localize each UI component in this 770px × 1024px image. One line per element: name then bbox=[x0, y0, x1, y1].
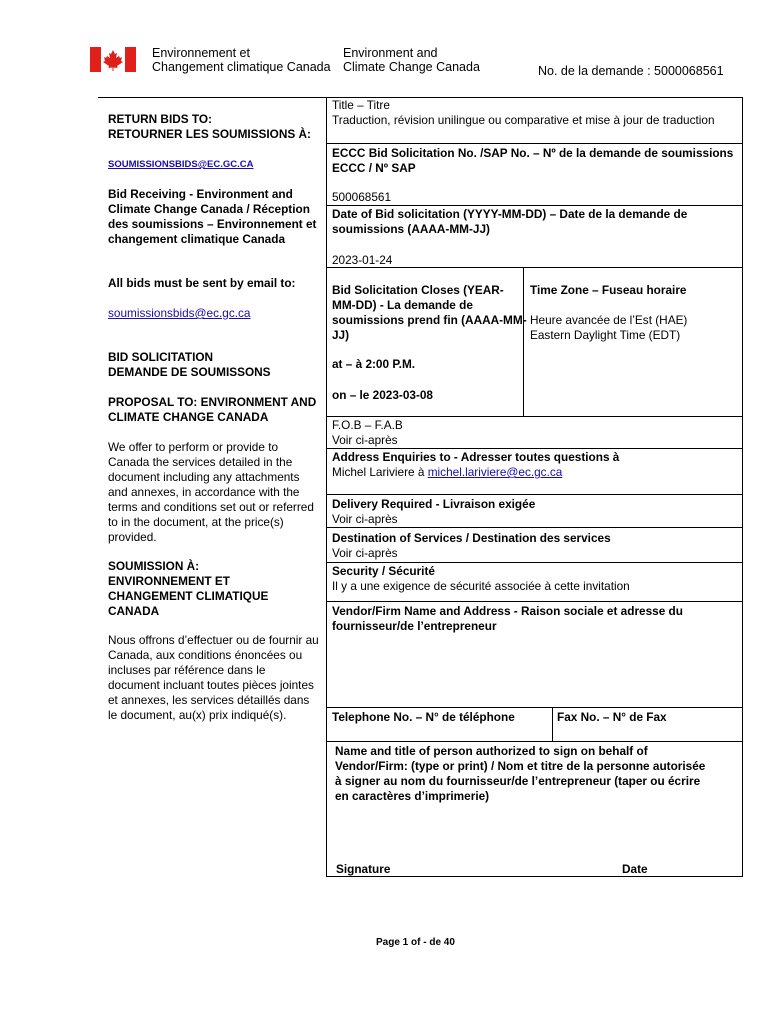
security-label: Security / Sécurité bbox=[332, 564, 435, 578]
divider bbox=[327, 707, 742, 708]
signature-label: Signature bbox=[336, 862, 391, 876]
divider bbox=[327, 267, 742, 268]
offer-text-fr: Nous offrons d’effectuer ou de fournir au Canada, aux conditions énoncées ou incluses par référence dans le document incluant toutes pièces jointes et annexes, les services détaillés dans le document, au(x) prix indiqué(s). bbox=[108, 633, 319, 722]
fob-value: Voir ci-après bbox=[332, 433, 398, 447]
divider bbox=[327, 527, 742, 528]
fob-label: F.O.B – F.A.B bbox=[332, 418, 403, 432]
divider bbox=[327, 494, 742, 495]
destination-label: Destination of Services / Destination des services bbox=[332, 531, 611, 545]
bid-solicitation-heading: BID SOLICITATION DEMANDE DE SOUMISSONS bbox=[108, 350, 271, 379]
divider bbox=[327, 601, 742, 602]
proposal-to-heading: PROPOSAL TO: ENVIRONMENT AND CLIMATE CHANGE CANADA bbox=[108, 395, 317, 424]
enquiries-label: Address Enquiries to - Adresser toutes questions à bbox=[332, 450, 620, 464]
dept-name-en: Environment and Climate Change Canada bbox=[343, 46, 480, 74]
page-number: Page 1 of - de 40 bbox=[376, 937, 455, 948]
dept-name-fr: Environnement et Changement climatique Canada bbox=[152, 46, 331, 74]
divider bbox=[327, 143, 742, 144]
security-cell bbox=[327, 564, 742, 594]
bids-email-link[interactable]: soumissionsbids@ec.gc.ca bbox=[108, 306, 251, 320]
title-label: Title – Titre bbox=[332, 98, 390, 112]
fax-label: Fax No. – N° de Fax bbox=[557, 710, 667, 724]
solicitation-number-label: ECCC Bid Solicitation No. /SAP No. – Nº de la demande de soumissions ECCC / Nº SAP bbox=[332, 146, 734, 175]
enquiries-contact bbox=[332, 465, 742, 480]
divider bbox=[327, 448, 742, 449]
divider bbox=[327, 741, 742, 742]
solicitation-date-label: Date of Bid solicitation (YYYY-MM-DD) – Date de la demande de soumissions (AAAA-MM-JJ) bbox=[332, 207, 688, 236]
signature-date-label: Date bbox=[622, 862, 648, 876]
divider bbox=[552, 707, 553, 741]
divider bbox=[523, 268, 524, 416]
enquiries-cell bbox=[327, 450, 742, 480]
return-bids-heading: RETURN BIDS TO: RETOURNER LES SOUMISSIONS À: bbox=[108, 112, 311, 141]
frame-right-line bbox=[742, 97, 743, 876]
request-number: No. de la demande : 5000068561 bbox=[538, 64, 724, 78]
security-value: Il y a une exigence de sécurité associée à cette invitation bbox=[332, 579, 630, 593]
enquiries-email-link[interactable]: michel.lariviere@ec.gc.ca bbox=[427, 465, 563, 479]
divider bbox=[327, 205, 742, 206]
divider bbox=[327, 416, 742, 417]
authorized-person-label: Name and title of person authorized to sign on behalf of Vendor/Firm: (type or print) / Nom et titre de la personne autorisée à signer au nom du fournisseur/de l’entrepreneur (taper ou écrire en caractères d’imprimerie) bbox=[335, 744, 706, 803]
destination-cell bbox=[327, 531, 742, 561]
timezone-label: Time Zone – Fuseau horaire bbox=[530, 283, 687, 297]
divider bbox=[327, 562, 742, 563]
frame-bottom-line bbox=[326, 876, 743, 877]
closes-time: at – à 2:00 P.M. bbox=[332, 357, 416, 371]
solicitation-date-value: 2023-01-24 bbox=[332, 253, 393, 267]
bid-receiving-text: Bid Receiving - Environment and Climate Change Canada / Réception des soumissions – Environnement et changement climatique Canada bbox=[108, 187, 317, 246]
closes-date: on – le 2023-03-08 bbox=[332, 388, 433, 402]
return-email-link[interactable]: SOUMISSIONSBIDS@EC.GC.CA bbox=[108, 159, 254, 170]
offer-text-en: We offer to perform or provide to Canada the services detailed in the document including any attachments and annexes, in accordance with the terms and conditions set out or referred to in the document, at the price(s) provided. bbox=[108, 440, 314, 544]
solicitation-number-value: 500068561 bbox=[332, 190, 392, 204]
timezone-value: Heure avancée de l’Est (HAE) Eastern Daylight Time (EDT) bbox=[530, 313, 688, 342]
enquiries-contact-name: Michel Lariviere à bbox=[332, 465, 428, 479]
fob-cell bbox=[327, 418, 742, 448]
vendor-label: Vendor/Firm Name and Address - Raison sociale et adresse du fournisseur/de l’entrepreneur bbox=[332, 604, 683, 633]
delivery-value: Voir ci-après bbox=[332, 512, 398, 526]
title-value: Traduction, révision unilingue ou comparative et mise à jour de traduction bbox=[332, 113, 715, 127]
closes-label: Bid Solicitation Closes (YEAR-MM-DD) - La demande de soumissions prend fin (AAAA-MM-JJ) bbox=[332, 283, 527, 342]
delivery-cell bbox=[327, 497, 742, 527]
title-cell bbox=[327, 98, 742, 128]
destination-value: Voir ci-après bbox=[332, 546, 398, 560]
all-bids-email-text: All bids must be sent by email to: bbox=[108, 276, 296, 290]
telephone-label: Telephone No. – N° de téléphone bbox=[332, 710, 515, 724]
soumission-heading: SOUMISSION À: ENVIRONNEMENT ET CHANGEMENT CLIMATIQUE CANADA bbox=[108, 559, 269, 618]
canada-flag-logo bbox=[90, 47, 136, 72]
delivery-label: Delivery Required - Livraison exigée bbox=[332, 497, 536, 511]
